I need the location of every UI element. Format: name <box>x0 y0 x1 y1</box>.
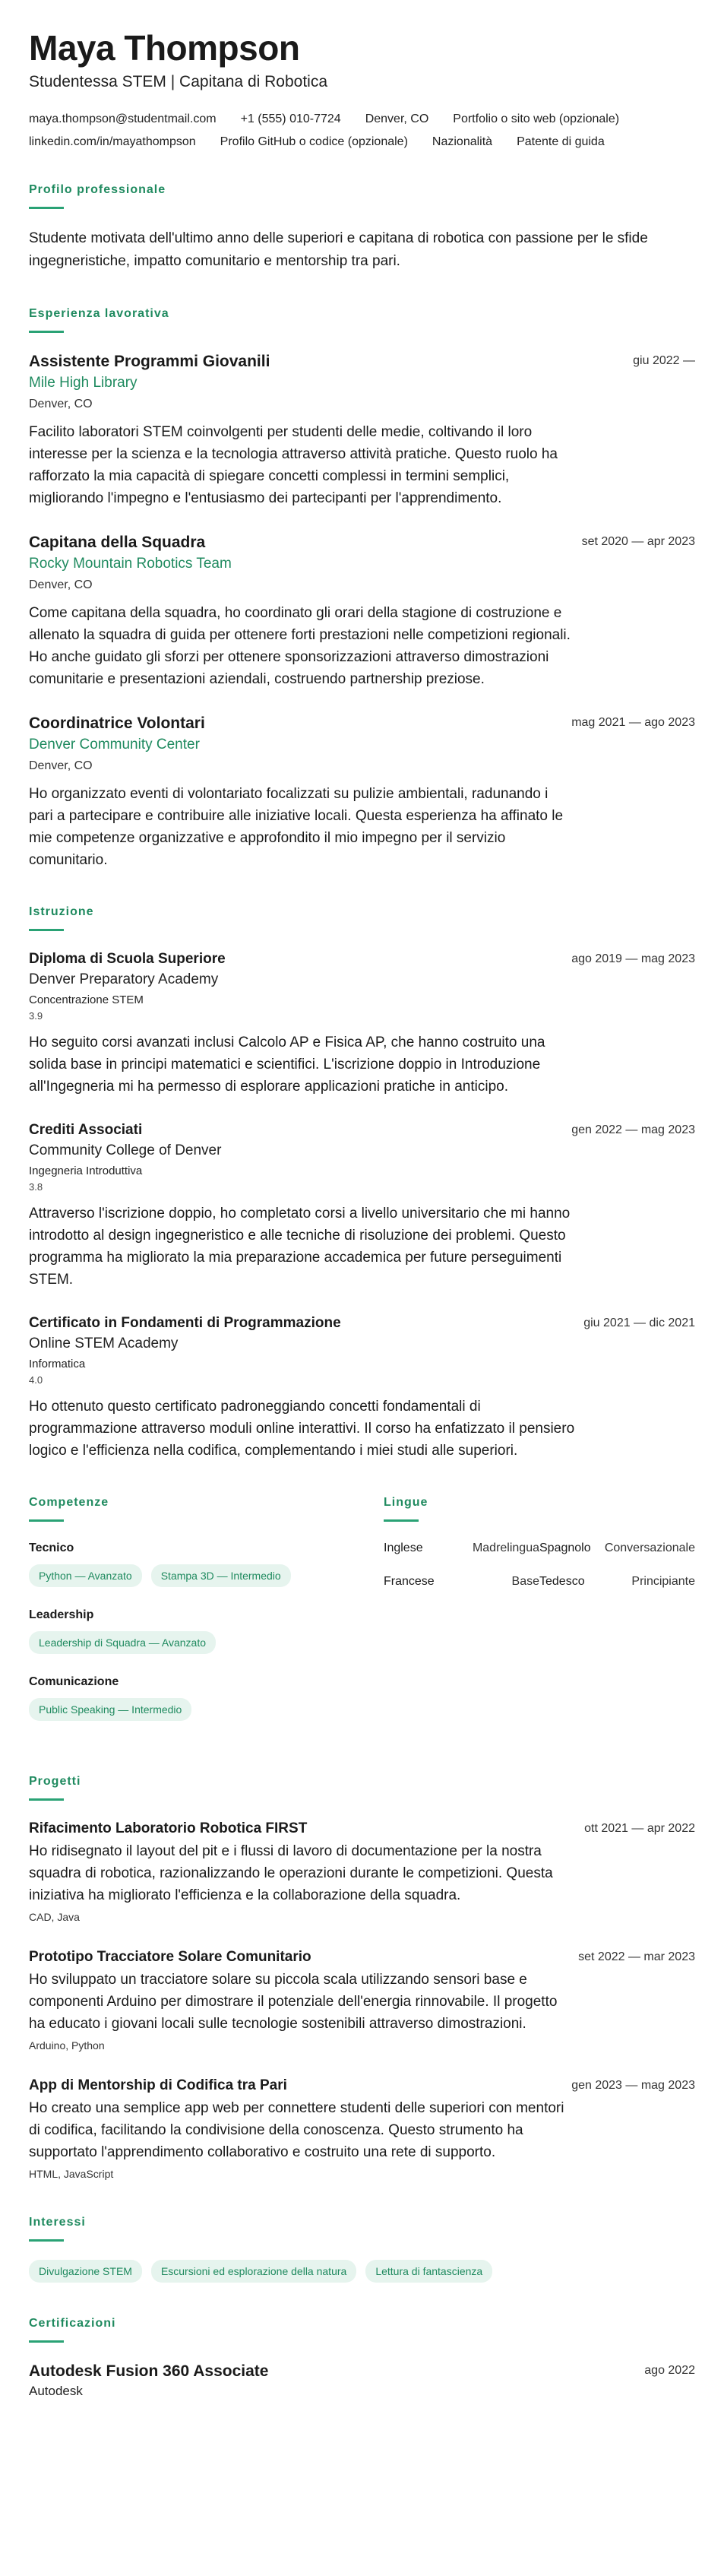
experience-location: Denver, CO <box>29 398 93 410</box>
experience-date: giu 2022 — <box>633 354 695 367</box>
certifications-section <box>29 2316 695 2400</box>
skill-group-title: Leadership <box>29 1608 94 1621</box>
skills-column <box>29 1495 338 1741</box>
experience-description: Facilito laboratori STEM coinvolgenti per studenti delle medie, coltivando il loro interesse per la scienza e la tecnologia attraverso attività pratiche. Questo ruolo ha rafforzato la mia capacità di spiegare concetti complessi in termini semplici, migliorando l'impegno e l'entusiasmo dei partecipanti per l'apprendimento. <box>29 424 558 506</box>
contact-phone[interactable]: +1 (555) 010-7724 <box>240 112 341 125</box>
resume-header <box>29 27 695 149</box>
education-description: Ho seguito corsi avanzati inclusi Calcolo AP e Fisica AP, che hanno costruito una solida base in principi matematici e scientifici. L'iscrizione doppio in Introduzione all'Ingegneria mi ha permesso di esplorare applicazioni pratiche in anticipo. <box>29 1035 545 1095</box>
project-description: Ho sviluppato un tracciatore solare su piccola scala utilizzando sensori base e componenti Arduino per dimostrare il potenziale dell'energia rinnovabile. Il progetto ha educato i giovani locali sulle tecnologie sostenibili attraverso dimostrazioni. <box>29 1972 558 2032</box>
education-date: ago 2019 — mag 2023 <box>571 952 695 965</box>
profile-section <box>29 182 695 273</box>
section-title-languages: Lingue <box>384 1496 428 1509</box>
project-date: set 2022 — mar 2023 <box>578 1950 695 1963</box>
education-score: 3.8 <box>29 1181 43 1193</box>
certification-entry <box>29 2361 695 2400</box>
language-row <box>384 1540 695 1557</box>
interest-chip: Divulgazione STEM <box>29 2260 142 2283</box>
experience-entry <box>29 713 695 871</box>
project-technologies: HTML, JavaScript <box>29 2168 114 2180</box>
education-school: Community College of Denver <box>29 1142 222 1158</box>
experience-organization: Rocky Mountain Robotics Team <box>29 556 232 572</box>
contact-github[interactable]: Profilo GitHub o codice (opzionale) <box>220 135 408 148</box>
certification-date: ago 2022 <box>644 2364 695 2377</box>
section-divider <box>29 331 64 333</box>
experience-date: mag 2021 — ago 2023 <box>571 716 695 729</box>
language-name: Francese <box>384 1575 435 1588</box>
interests-section <box>29 2215 695 2283</box>
language-name: Inglese <box>384 1541 423 1554</box>
language-level: Principiante <box>631 1575 695 1588</box>
section-divider <box>384 1519 419 1522</box>
project-entry <box>29 2076 695 2182</box>
education-date: gen 2022 — mag 2023 <box>571 1123 695 1136</box>
experience-entry <box>29 532 695 690</box>
experience-location: Denver, CO <box>29 759 93 772</box>
project-technologies: CAD, Java <box>29 1911 80 1923</box>
project-entry <box>29 1819 695 1925</box>
education-description: Ho ottenuto questo certificato padroneggiando concetti fondamentali di programmazione attraverso moduli online interattivi. Il corso ha enfatizzato il pensiero logico e l'efficienza nella codifica, complementando i miei studi alle superiori. <box>29 1399 575 1459</box>
section-title-projects: Progetti <box>29 1775 81 1788</box>
interest-chip: Lettura di fantascienza <box>365 2260 492 2283</box>
project-name: App di Mentorship di Codifica tra Pari <box>29 2077 287 2093</box>
section-divider <box>29 1798 64 1801</box>
interest-chip: Escursioni ed esplorazione della natura <box>151 2260 356 2283</box>
language-level: Base <box>511 1575 539 1588</box>
certification-issuer: Autodesk <box>29 2384 83 2398</box>
experience-organization: Mile High Library <box>29 375 138 391</box>
education-description: Attraverso l'iscrizione doppio, ho completato corsi a livello universitario che mi hanno introdotto al design ingegneristico e alle tecniche di risoluzione dei problemi. Questo programma ha migliorato la mia preparazione accademica per future perseguimenti STEM. <box>29 1206 571 1288</box>
skill-chip: Leadership di Squadra — Avanzato <box>29 1631 216 1654</box>
section-divider <box>29 1519 64 1522</box>
language-level: Conversazionale <box>604 1541 695 1554</box>
project-name: Rifacimento Laboratorio Robotica FIRST <box>29 1820 308 1836</box>
skill-group-title: Comunicazione <box>29 1675 119 1688</box>
language-row <box>384 1573 695 1590</box>
project-description: Ho ridisegnato il layout del pit e i flussi di lavoro di documentazione per la nostra squadra di robotica, razionalizzando le operazioni durante le competizioni. Questa iniziativa ha migliorato l'efficienza e la collaborazione della squadra. <box>29 1843 553 1903</box>
project-name: Prototipo Tracciatore Solare Comunitario <box>29 1949 311 1965</box>
section-title-certifications: Certificazioni <box>29 2317 116 2330</box>
education-entry <box>29 949 695 1098</box>
skill-group <box>29 1674 338 1721</box>
profile-summary: Studente motivata dell'ultimo anno delle superiori e capitana di robotica con passione per le sfide ingegneristiche, impatto comunitario e mentorship tra pari. <box>29 230 648 269</box>
project-entry <box>29 1947 695 2053</box>
certification-name: Autodesk Fusion 360 Associate <box>29 2362 269 2380</box>
language-item <box>384 1540 539 1557</box>
section-divider <box>29 2340 64 2343</box>
contact-linkedin[interactable]: linkedin.com/in/mayathompson <box>29 135 196 148</box>
language-name: Spagnolo <box>539 1541 591 1554</box>
education-entry <box>29 1120 695 1291</box>
skills-languages-section <box>29 1495 695 1741</box>
section-divider <box>29 2239 64 2242</box>
education-degree: Crediti Associati <box>29 1122 143 1138</box>
project-date: gen 2023 — mag 2023 <box>571 2079 695 2092</box>
section-title-education: Istruzione <box>29 905 94 918</box>
experience-organization: Denver Community Center <box>29 737 200 753</box>
education-section <box>29 905 695 1462</box>
education-field: Informatica <box>29 1358 86 1370</box>
experience-role: Capitana della Squadra <box>29 534 206 551</box>
contact-location: Denver, CO <box>365 112 429 125</box>
candidate-subtitle: Studentessa STEM | Capitana di Robotica <box>29 73 328 90</box>
education-school: Denver Preparatory Academy <box>29 971 219 987</box>
section-title-skills: Competenze <box>29 1496 109 1509</box>
skill-chip: Public Speaking — Intermedio <box>29 1698 191 1721</box>
section-divider <box>29 207 64 209</box>
education-field: Concentrazione STEM <box>29 993 144 1006</box>
section-divider <box>29 929 64 931</box>
project-date: ott 2021 — apr 2022 <box>584 1822 695 1835</box>
contact-email[interactable]: maya.thompson@studentmail.com <box>29 112 217 125</box>
contact-list <box>29 112 695 149</box>
education-degree: Diploma di Scuola Superiore <box>29 951 226 967</box>
language-item <box>384 1573 539 1590</box>
contact-driving-license: Patente di guida <box>517 135 605 148</box>
project-technologies: Arduino, Python <box>29 2039 105 2052</box>
language-item <box>539 1540 695 1557</box>
contact-nationality: Nazionalità <box>432 135 493 148</box>
language-name: Tedesco <box>539 1575 585 1588</box>
education-field: Ingegneria Introduttiva <box>29 1164 143 1177</box>
experience-location: Denver, CO <box>29 578 93 591</box>
skill-group <box>29 1540 338 1587</box>
section-title-experience: Esperienza lavorativa <box>29 307 169 320</box>
education-score: 3.9 <box>29 1010 43 1022</box>
experience-role: Assistente Programmi Giovanili <box>29 353 270 370</box>
education-date: giu 2021 — dic 2021 <box>583 1317 695 1329</box>
languages-column <box>384 1495 695 1741</box>
experience-entry <box>29 351 695 509</box>
education-degree: Certificato in Fondamenti di Programmazione <box>29 1315 341 1331</box>
language-level: Madrelingua <box>472 1541 539 1554</box>
candidate-name: Maya Thompson <box>29 28 300 68</box>
education-entry <box>29 1313 695 1462</box>
experience-date: set 2020 — apr 2023 <box>581 535 695 548</box>
education-school: Online STEM Academy <box>29 1336 179 1351</box>
skill-chip: Python — Avanzato <box>29 1564 142 1587</box>
project-description: Ho creato una semplice app web per connettere studenti delle superiori con mentori di codifica, facilitando la condivisione della conoscenza. Questo strumento ha supportato l'apprendimento collaborativo e costruito una rete di supporto. <box>29 2100 564 2160</box>
experience-role: Coordinatrice Volontari <box>29 714 205 732</box>
skill-chip: Stampa 3D — Intermedio <box>151 1564 291 1587</box>
experience-description: Come capitana della squadra, ho coordinato gli orari della stagione di costruzione e allenato la squadra di guida per ottenere forti prestazioni nelle competizioni regionali. Ho anche guidato gli sforzi per ottenere sponsorizzazioni attraverso dimostrazioni comunitarie e presentazioni aziendali, costruendo partnership preziose. <box>29 605 571 687</box>
experience-description: Ho organizzato eventi di volontariato focalizzati su pulizie ambientali, radunando i pari a partecipare e contribuire alle iniziative locali. Questa esperienza ha affinato le mie competenze organizzative e approfondito il mio impegno per il servizio comunitario. <box>29 786 564 868</box>
section-title-profile: Profilo professionale <box>29 183 166 196</box>
education-score: 4.0 <box>29 1374 43 1386</box>
section-title-interests: Interessi <box>29 2216 86 2229</box>
skill-group-title: Tecnico <box>29 1541 74 1554</box>
skill-group <box>29 1607 338 1654</box>
projects-section <box>29 1774 695 2182</box>
contact-portfolio[interactable]: Portfolio o sito web (opzionale) <box>453 112 620 125</box>
experience-section <box>29 306 695 871</box>
language-item <box>539 1573 695 1590</box>
